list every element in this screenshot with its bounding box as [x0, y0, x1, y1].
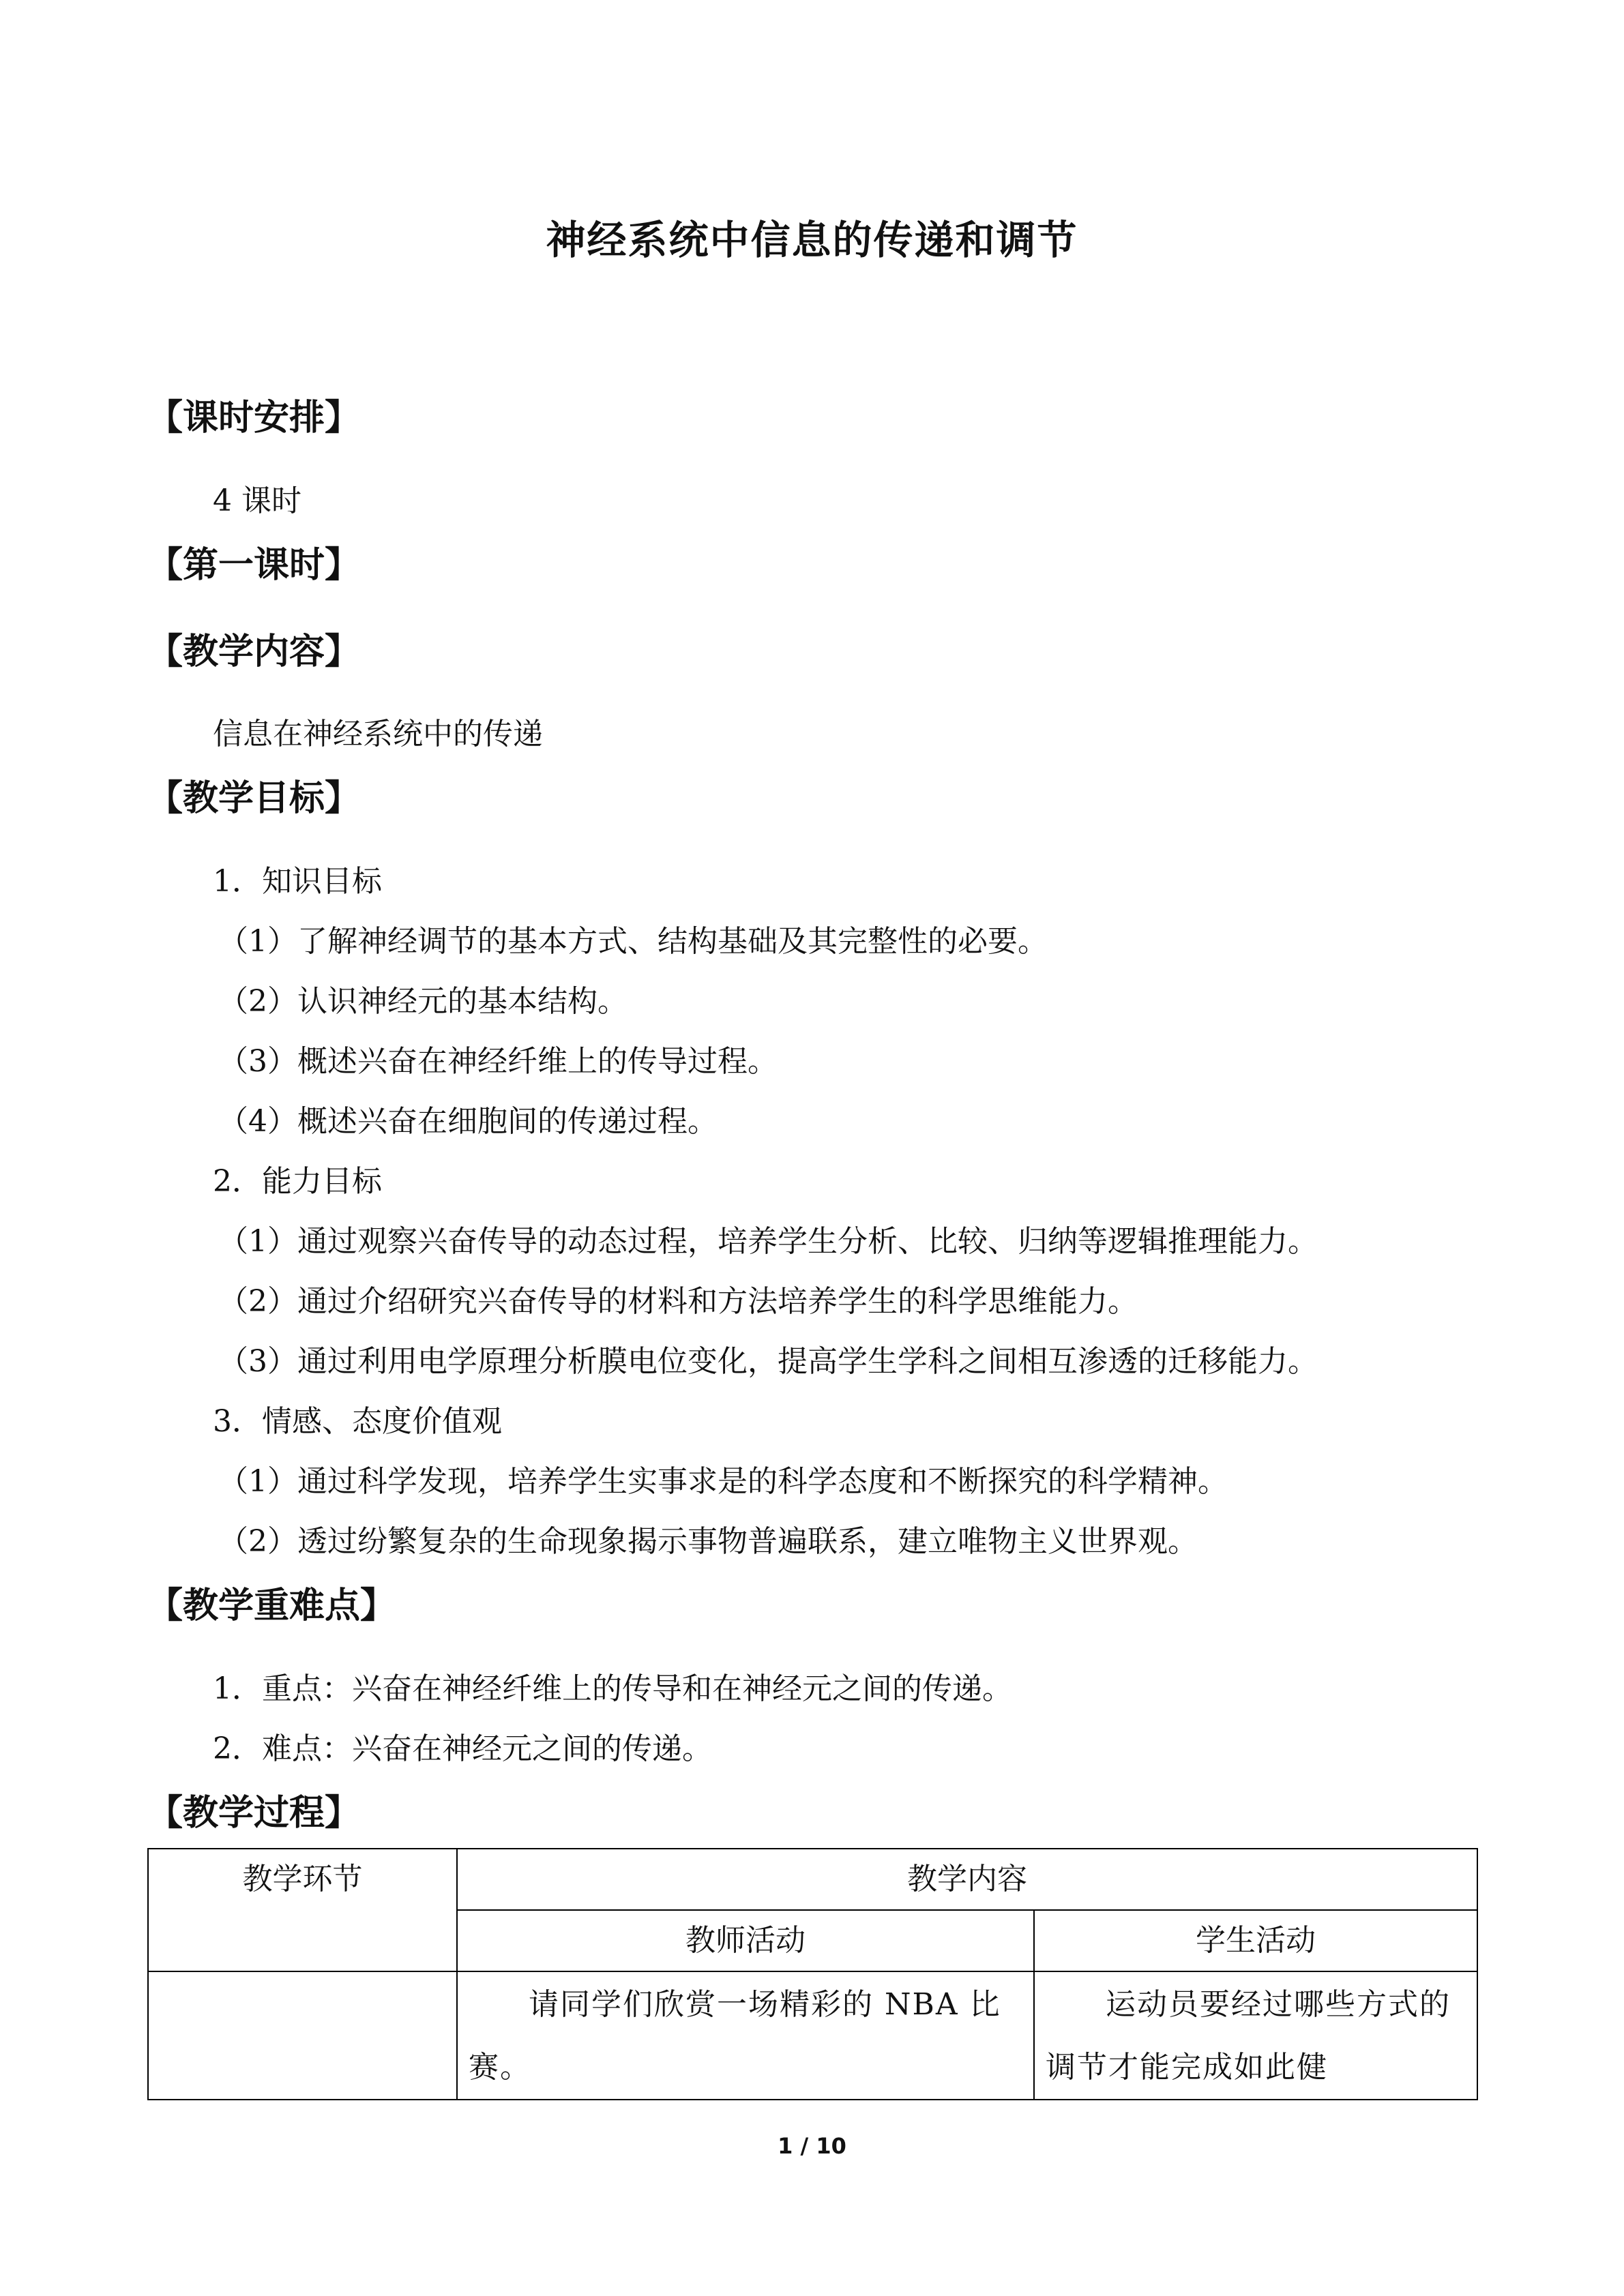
table-header-stage: 教学环节	[148, 1849, 457, 1971]
goal-ability-item: （2）通过介绍研究兴奋传导的材料和方法培养学生的科学思维能力。	[218, 1284, 1138, 1319]
teaching-process-table	[147, 1848, 1478, 2100]
heading-content: 【教学内容】	[147, 631, 361, 672]
heading-goals: 【教学目标】	[147, 778, 361, 819]
content-text: 信息在神经系统中的传递	[213, 717, 543, 751]
goal-emotion-title: 3．情感、态度价值观	[213, 1404, 502, 1439]
heading-key-points: 【教学重难点】	[147, 1585, 396, 1626]
schedule-text: 4 课时	[213, 483, 301, 518]
table-cell-student: 运动员要经过哪些方式的调节才能完成如此健	[1034, 1971, 1477, 2100]
table-cell-teacher: 请同学们欣赏一场精彩的 NBA 比赛。	[457, 1971, 1034, 2100]
document-title: 神经系统中信息的传递和调节	[546, 217, 1078, 263]
page-indicator: 1 / 10	[778, 2133, 846, 2159]
goal-emotion-item: （2）透过纷繁复杂的生命现象揭示事物普遍联系，建立唯物主义世界观。	[218, 1524, 1198, 1559]
goal-knowledge-item: （2）认识神经元的基本结构。	[218, 984, 628, 1019]
goal-ability-title: 2．能力目标	[213, 1164, 382, 1199]
heading-process: 【教学过程】	[147, 1793, 361, 1834]
heading-first-lesson: 【第一课时】	[147, 545, 361, 586]
goal-knowledge-title: 1．知识目标	[213, 864, 382, 899]
table-header-teacher: 教师活动	[457, 1910, 1034, 1971]
goal-knowledge-item: （4）概述兴奋在细胞间的传递过程。	[218, 1104, 718, 1139]
table-header-content: 教学内容	[457, 1849, 1477, 1910]
table-cell-stage	[148, 1971, 457, 2100]
key-point-item: 2．难点：兴奋在神经元之间的传递。	[213, 1731, 712, 1766]
key-point-item: 1．重点：兴奋在神经纤维上的传导和在神经元之间的传递。	[213, 1671, 1012, 1706]
table-header-student: 学生活动	[1034, 1910, 1477, 1971]
goal-ability-item: （1）通过观察兴奋传导的动态过程，培养学生分析、比较、归纳等逻辑推理能力。	[218, 1224, 1318, 1259]
table-row	[148, 1971, 1477, 2100]
goal-ability-item: （3）通过利用电学原理分析膜电位变化，提高学生学科之间相互渗透的迁移能力。	[218, 1344, 1318, 1379]
goal-knowledge-item: （1）了解神经调节的基本方式、结构基础及其完整性的必要。	[218, 924, 1048, 959]
goal-knowledge-item: （3）概述兴奋在神经纤维上的传导过程。	[218, 1044, 778, 1079]
heading-schedule: 【课时安排】	[147, 398, 361, 438]
goal-emotion-item: （1）通过科学发现，培养学生实事求是的科学态度和不断探究的科学精神。	[218, 1464, 1228, 1499]
